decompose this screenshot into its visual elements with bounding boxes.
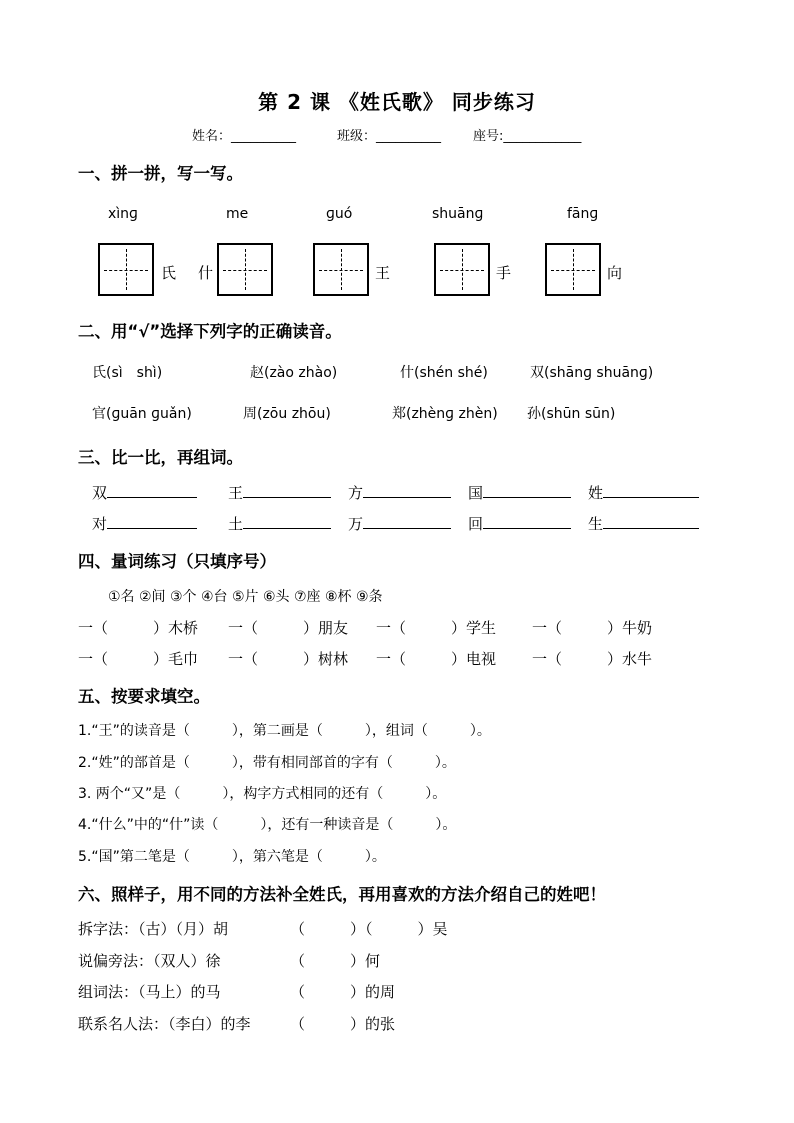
measure-word-item[interactable]: 一（ ）牛奶 (532, 619, 653, 637)
char-after-box-3: 王 (375, 264, 391, 282)
answer-line[interactable] (107, 514, 197, 529)
measure-word-options: ①名 ②间 ③个 ④台 ⑤片 ⑥头 ⑦座 ⑧杯 ⑨条 (108, 589, 383, 605)
compare-item (92, 482, 197, 503)
writing-box-2[interactable] (217, 243, 273, 296)
pinyin-1: xìnɡ (108, 206, 138, 222)
measure-word-item[interactable]: 一（ ）朋友 (228, 619, 349, 637)
pinyin-2: me (226, 206, 249, 222)
writing-box-3[interactable] (313, 243, 369, 296)
answer-line[interactable] (363, 483, 451, 498)
measure-word-item[interactable]: 一（ ）木桥 (78, 619, 199, 637)
pinyin-4: shuānɡ (432, 206, 484, 222)
method-label: 组词法：（马上）的马 (78, 983, 221, 1001)
fill-blank-item[interactable]: 5.“国”第二笔是（ ），第六笔是（ ）。 (78, 849, 386, 865)
pronunciation-item[interactable]: 氏(sì shì) (92, 365, 163, 381)
pronunciation-item[interactable]: 郑(zhènɡ zhèn) (392, 406, 498, 422)
answer-line[interactable] (363, 514, 451, 529)
pronunciation-item[interactable]: 赵(zào zhào) (250, 365, 338, 381)
method-answer[interactable]: （ ）何 (290, 952, 381, 970)
pronunciation-item[interactable]: 双(shānɡ shuānɡ) (530, 365, 654, 381)
class-field[interactable]: 班级：__________ (337, 129, 442, 144)
measure-word-item[interactable]: 一（ ）电视 (376, 650, 497, 668)
char-after-box-5: 向 (607, 264, 623, 282)
section-1-heading: 一、拼一拼，写一写。 (78, 164, 243, 183)
method-label: 拆字法：（古）（月）胡 (78, 920, 229, 938)
compare-char: 王 (228, 484, 244, 502)
compare-char: 对 (92, 515, 108, 533)
pronunciation-item[interactable]: 周(zōu zhōu) (243, 406, 331, 422)
section-3-heading: 三、比一比，再组词。 (78, 448, 243, 467)
compare-item (348, 513, 451, 534)
measure-word-item[interactable]: 一（ ）水牛 (532, 650, 653, 668)
compare-char: 方 (348, 484, 364, 502)
compare-char: 回 (468, 515, 484, 533)
compare-char: 土 (228, 515, 244, 533)
pinyin-5: fānɡ (567, 206, 599, 222)
section-6-heading: 六、照样子，用不同的方法补全姓氏，再用喜欢的方法介绍自己的姓吧！ (78, 885, 606, 904)
section-4-heading: 四、量词练习（只填序号） (78, 552, 276, 571)
fill-blank-item[interactable]: 2.“姓”的部首是（ ），带有相同部首的字有（ ）。 (78, 755, 456, 771)
compare-char: 万 (348, 515, 364, 533)
writing-box-1[interactable] (98, 243, 154, 296)
char-after-box-4: 手 (496, 264, 512, 282)
writing-box-4[interactable] (434, 243, 490, 296)
section-2-heading: 二、用“√”选择下列字的正确读音。 (78, 322, 342, 341)
compare-item (468, 513, 571, 534)
answer-line[interactable] (243, 514, 331, 529)
compare-char: 姓 (588, 484, 604, 502)
pronunciation-item[interactable]: 什(shén shé) (400, 365, 488, 381)
answer-line[interactable] (483, 483, 571, 498)
fill-blank-item[interactable]: 4.“什么”中的“什”读（ ），还有一种读音是（ ）。 (78, 817, 457, 833)
char-after-box-1: 氏 (161, 264, 177, 282)
pronunciation-item[interactable]: 孙(shūn sūn) (527, 406, 616, 422)
answer-line[interactable] (603, 483, 699, 498)
method-answer[interactable]: （ ）的周 (290, 983, 396, 1001)
seat-field[interactable]: 座号:____________ (473, 129, 582, 144)
measure-word-item[interactable]: 一（ ）毛巾 (78, 650, 199, 668)
answer-line[interactable] (483, 514, 571, 529)
answer-line[interactable] (603, 514, 699, 529)
writing-box-5[interactable] (545, 243, 601, 296)
fill-blank-item[interactable]: 1.“王”的读音是（ ），第二画是（ ），组词（ ）。 (78, 723, 491, 739)
method-label: 说偏旁法：（双人）徐 (78, 952, 221, 970)
method-answer[interactable]: （ ）的张 (290, 1015, 396, 1033)
method-label: 联系名人法：（李白）的李 (78, 1015, 251, 1033)
measure-word-item[interactable]: 一（ ）树林 (228, 650, 349, 668)
answer-line[interactable] (243, 483, 331, 498)
pinyin-3: ɡuó (326, 206, 353, 222)
section-5-heading: 五、按要求填空。 (78, 687, 210, 706)
page-title: 第 2 课 《姓氏歌》 同步练习 (258, 90, 536, 114)
pronunciation-item[interactable]: 官(ɡuān ɡuǎn) (92, 406, 192, 422)
compare-item (228, 482, 331, 503)
compare-char: 生 (588, 515, 604, 533)
method-answer[interactable]: （ ）（ ）吴 (290, 920, 448, 938)
compare-char: 双 (92, 484, 108, 502)
compare-item (588, 482, 699, 503)
measure-word-item[interactable]: 一（ ）学生 (376, 619, 497, 637)
compare-item (228, 513, 331, 534)
compare-item (348, 482, 451, 503)
compare-item (468, 482, 571, 503)
fill-blank-item[interactable]: 3. 两个“又”是（ ），构字方式相同的还有（ ）。 (78, 786, 447, 802)
char-before-box-2: 什 (198, 264, 214, 282)
name-field[interactable]: 姓名：__________ (192, 129, 297, 144)
compare-item (92, 513, 197, 534)
answer-line[interactable] (107, 483, 197, 498)
compare-item (588, 513, 699, 534)
compare-char: 国 (468, 484, 484, 502)
